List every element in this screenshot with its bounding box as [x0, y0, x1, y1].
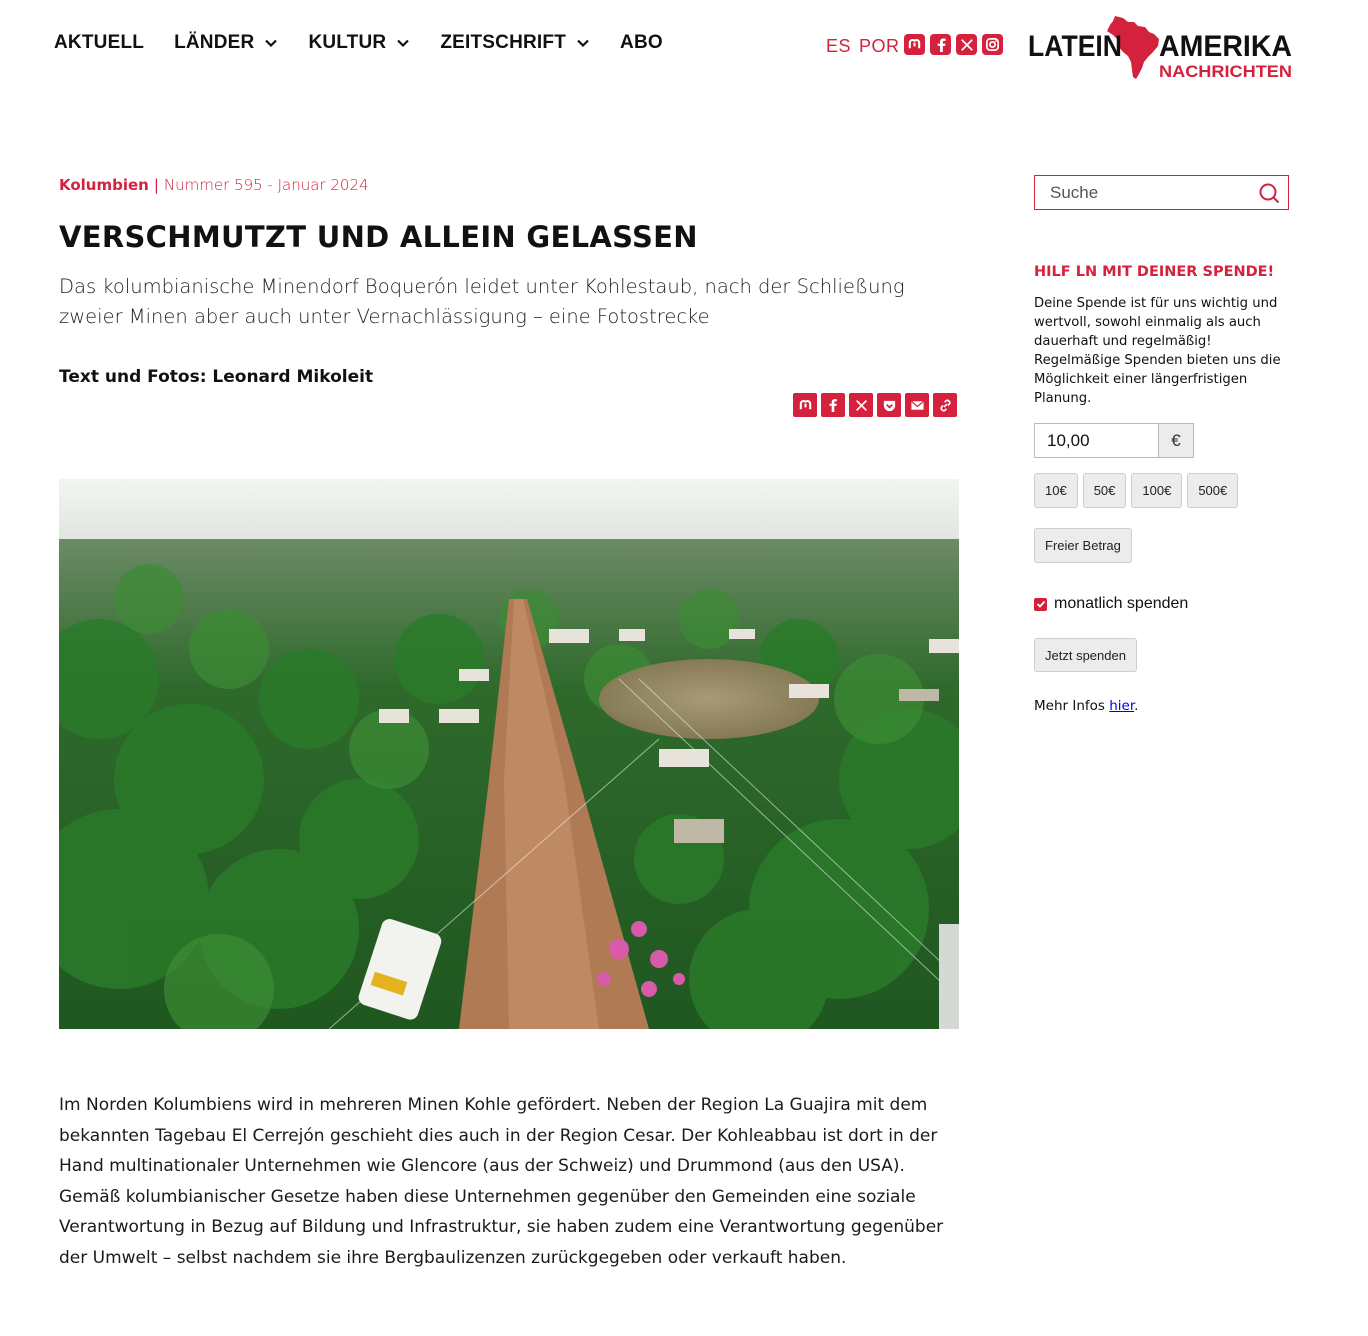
- nav-item-aktuell[interactable]: [54, 32, 144, 54]
- share-x-icon[interactable]: [849, 393, 873, 417]
- more-info: [1034, 698, 1138, 714]
- nav-item-label: ABO: [620, 32, 663, 53]
- more-info-prefix: Mehr Infos: [1034, 698, 1110, 714]
- article-issue-link[interactable]: Nummer 595 - Januar 2024: [163, 176, 369, 194]
- chevron-down-icon: [264, 36, 278, 50]
- facebook-icon[interactable]: [930, 34, 951, 55]
- nav-item-label: KULTUR: [308, 32, 387, 53]
- donation-amount-input[interactable]: [1034, 423, 1159, 458]
- preset-500-button[interactable]: 500€: [1187, 473, 1238, 508]
- search-box: [1034, 175, 1289, 210]
- search-input[interactable]: [1035, 183, 1245, 203]
- language-switcher: [826, 36, 908, 57]
- free-amount-button[interactable]: Freier Betrag: [1034, 528, 1132, 563]
- donate-now-button[interactable]: Jetzt spenden: [1034, 638, 1137, 672]
- share-link-icon[interactable]: [933, 393, 957, 417]
- main-navigation: [54, 32, 693, 54]
- preset-10-button[interactable]: 10€: [1034, 473, 1078, 508]
- article-body-paragraph: Im Norden Kolumbiens wird in mehreren Minen Kohle gefördert. Neben der Region La Guajira mit dem bekannten Tagebau El Cerrejón geschieht dies auch in der Region Cesar. Der Kohleabbau ist dort in der Hand multinationaler Unternehmen wie Glencore (aus der Schweiz) und Drummond (aus den USA). Gemäß kolumbianischer Gesetze haben diese Unternehmen gegenüber den Gemeinden eine soziale Verantwortung in Bezug auf Bildung und Infrastruktur, sie haben zudem eine Verantwortung gegenüber der Umwelt – selbst nachdem sie ihre Bergbaulizenzen zurückgegeben oder verkauft haben.: [59, 1095, 944, 1268]
- share-buttons: [793, 393, 961, 417]
- article-title: VERSCHMUTZT UND ALLEIN GELASSEN: [59, 220, 698, 254]
- nav-item-label: ZEITSCHRIFT: [440, 32, 567, 53]
- article-hero-photo: [59, 479, 959, 1029]
- search-icon[interactable]: [1258, 182, 1280, 204]
- donate-description: Deine Spende ist für uns wichtig und wertvoll, sowohl einmalig als auch dauerhaft und regelmäßig! Regelmäßige Spenden bieten uns die Möglichkeit einer längerfristigen Planung.: [1034, 296, 1281, 406]
- language-por[interactable]: POR: [859, 36, 900, 56]
- site-logo[interactable]: [1027, 14, 1295, 82]
- nav-item-kultur[interactable]: [308, 32, 410, 54]
- nav-item-abo[interactable]: [620, 32, 663, 54]
- more-info-link[interactable]: hier: [1109, 698, 1135, 714]
- article-subtitle: Das kolumbianische Minendorf Boquerón leidet unter Kohlestaub, nach der Schließung zweier Minen aber auch unter Vernachlässigung – eine Fotostrecke: [59, 275, 905, 328]
- mastodon-icon[interactable]: [904, 34, 925, 55]
- instagram-icon[interactable]: [982, 34, 1003, 55]
- preset-100-button[interactable]: 100€: [1131, 473, 1182, 508]
- share-pocket-icon[interactable]: [877, 393, 901, 417]
- share-email-icon[interactable]: [905, 393, 929, 417]
- donate-heading: HILF LN MIT DEINER SPENDE!: [1034, 264, 1275, 280]
- x-icon[interactable]: [956, 34, 977, 55]
- logo-text-amerika: AMERIKA: [1159, 30, 1292, 63]
- nav-item-label: AKTUELL: [54, 32, 145, 53]
- share-facebook-icon[interactable]: [821, 393, 845, 417]
- currency-label: €: [1159, 423, 1194, 458]
- preset-50-button[interactable]: 50€: [1083, 473, 1127, 508]
- monthly-donation-option: [1034, 595, 1188, 613]
- kicker-separator: |: [153, 176, 159, 194]
- nav-item-laender[interactable]: [174, 32, 278, 54]
- checkmark-icon: [1036, 599, 1046, 609]
- article-kicker: [59, 176, 369, 194]
- monthly-label[interactable]: monatlich spenden: [1054, 595, 1189, 612]
- logo-text-latein: LATEIN: [1028, 30, 1122, 63]
- chevron-down-icon: [576, 36, 590, 50]
- language-es[interactable]: ES: [826, 36, 852, 56]
- donation-presets: [1034, 473, 1243, 508]
- nav-item-zeitschrift[interactable]: [440, 32, 590, 54]
- chevron-down-icon: [396, 36, 410, 50]
- donation-amount-group: [1034, 423, 1194, 458]
- share-mastodon-icon[interactable]: [793, 393, 817, 417]
- logo-text-nachrichten: NACHRICHTEN: [1159, 62, 1292, 81]
- nav-item-label: LÄNDER: [174, 32, 255, 53]
- social-links: [904, 34, 1008, 55]
- article-byline: Text und Fotos: Leonard Mikoleit: [59, 367, 374, 387]
- article-country-link[interactable]: Kolumbien: [59, 176, 149, 194]
- monthly-checkbox[interactable]: [1034, 598, 1047, 611]
- more-info-suffix: .: [1134, 698, 1139, 714]
